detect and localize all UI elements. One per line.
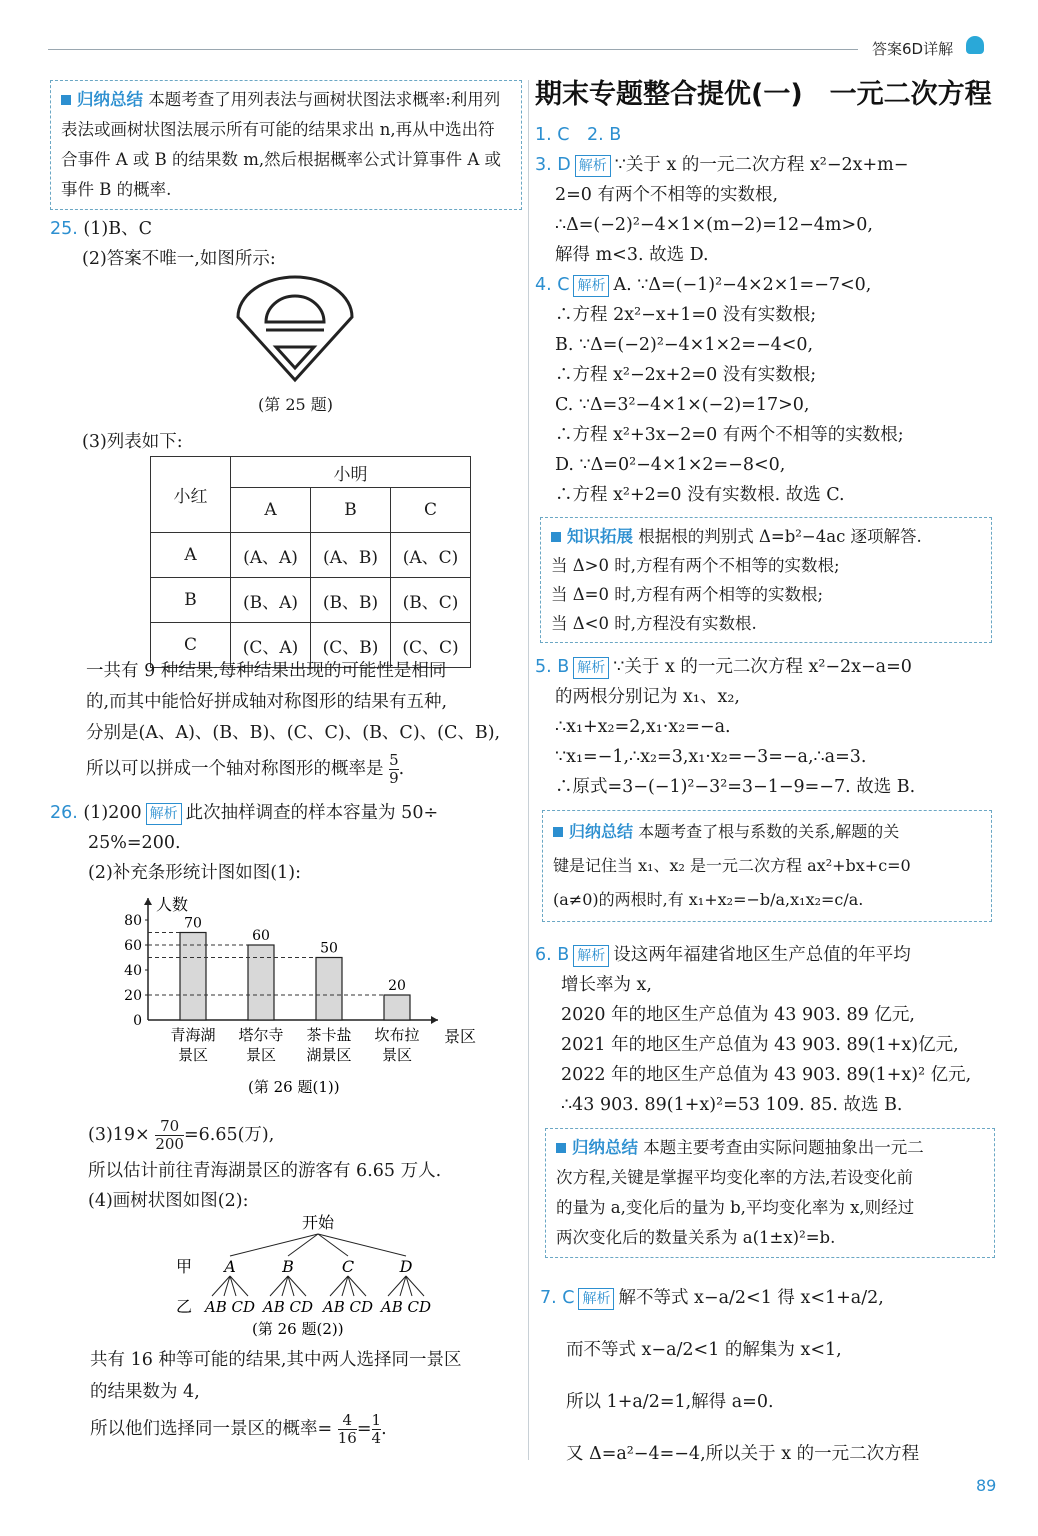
- knowledge-line: 当 Δ=0 时,方程有两个相等的实数根;: [551, 585, 824, 604]
- q26-part2: (2)补充条形统计图如图(1):: [88, 863, 301, 883]
- q25-part2: (2)答案不唯一,如图所示:: [82, 249, 276, 269]
- table-corner: 小红: [151, 457, 231, 533]
- answer-3-text: 2=0 有两个不相等的实数根,: [555, 185, 779, 205]
- q26-block: [50, 798, 520, 888]
- tree-row-label: 乙: [176, 1297, 193, 1316]
- knowledge-tag: 知识拓展: [551, 527, 633, 546]
- tree-node: C: [341, 1257, 355, 1276]
- table-row-header: B: [151, 578, 231, 623]
- category-label: 茶卡盐: [306, 1026, 352, 1044]
- summary-line: (a≠0)的两根时,有 x₁+x₂=−b/a,x₁x₂=c/a.: [553, 890, 864, 909]
- summary-box-2: [542, 810, 992, 922]
- fig25-caption: (第 25 题): [258, 395, 334, 414]
- summary-box-3: [545, 1128, 995, 1258]
- knowledge-line: 根据根的判别式 Δ=b²−4ac 逐项解答.: [638, 527, 922, 546]
- tree-leaves: AB CD: [380, 1298, 432, 1316]
- summary-line: 本题考查了根与系数的关系,解题的关: [638, 822, 900, 841]
- fraction-numerator: 1: [371, 1411, 382, 1429]
- q26-number: 26.: [50, 803, 78, 823]
- y-tick-label: 0: [133, 1013, 142, 1029]
- q26-part1-cont: 25%=200.: [88, 833, 181, 853]
- answer-3-text: ∴Δ=(−2)²−4×1×(m−2)=12−4m>0,: [555, 215, 873, 235]
- answer-4-text: ∴方程 x²+2=0 没有实数根. 故选 C.: [555, 485, 845, 505]
- tree-leaves: AB CD: [204, 1298, 256, 1316]
- answer-5-label: 5. B: [535, 657, 570, 677]
- y-axis-arrow: [144, 898, 152, 905]
- page-title: 期末专题整合提优(一) 一元二次方程: [535, 79, 992, 110]
- y-axis-label: 人数: [156, 895, 189, 914]
- bar: [180, 933, 206, 1021]
- table-cell: (C、A): [231, 623, 311, 668]
- category-label: 塔尔寺: [238, 1026, 284, 1044]
- answer-5-text: ∵关于 x 的一元二次方程 x²−2x−a=0: [613, 657, 912, 677]
- answer-7: [540, 1272, 1010, 1480]
- tree-root: 开始: [301, 1213, 335, 1232]
- table-cell: (B、B): [311, 578, 391, 623]
- tree-branch: [318, 1234, 406, 1256]
- answer-4-label: 4. C: [535, 275, 570, 295]
- q25-text-line: 的,而其中能恰好拼成轴对称图形的结果有五种,: [86, 692, 448, 712]
- answer-4: [535, 270, 1005, 510]
- q25-part1: (1)B、C: [83, 219, 152, 239]
- q26-text-line: 共有 16 种等可能的结果,其中两人选择同一景区: [90, 1350, 462, 1370]
- q26-part3-text: (3)19×: [88, 1125, 150, 1145]
- tree-node: B: [282, 1257, 294, 1276]
- answer-1-2: 1. C 2. B: [535, 125, 622, 145]
- fraction-numerator: 5: [389, 751, 399, 769]
- q26-part1-text: 此次抽样调查的样本容量为 50÷: [185, 803, 439, 823]
- y-tick-label: 80: [124, 913, 142, 929]
- summary-tag: 归纳总结: [61, 90, 143, 109]
- q26-part1: (1)200: [83, 803, 142, 823]
- answer-3-text: ∵关于 x 的一元二次方程 x²−2x+m−: [614, 155, 909, 175]
- q25-probability: 所以可以拼成一个轴对称图形的概率是 $\frac{5}{9}$ .: [86, 751, 405, 787]
- q25-block: [50, 214, 520, 274]
- category-label: 景区: [245, 1046, 277, 1064]
- table-col-header: B: [311, 488, 391, 533]
- summary-text: 本题考查了用列表法与画树状图法求概率:利用列表法或画树状图法展示所有可能的结果求出 n,再从中选出符合事件 A 或 B 的结果数 m,然后根据概率公式计算事件 A 或事件 B 的概率.: [61, 90, 502, 199]
- table-col-header: A: [231, 488, 311, 533]
- analysis-tag: 解析: [573, 275, 609, 297]
- q26-part3-result: =6.65(万),: [183, 1125, 275, 1145]
- table-cell: (B、C): [391, 578, 471, 623]
- answer-7-label: 7. C: [540, 1288, 575, 1308]
- tree-leaves: AB CD: [322, 1298, 374, 1316]
- bar-chart: [100, 886, 490, 1096]
- fraction-denominator: 16: [337, 1429, 357, 1447]
- table-cell: (B、A): [231, 578, 311, 623]
- tree-branch: [230, 1234, 318, 1256]
- q25-conclusion: [86, 656, 526, 749]
- tree-node: D: [399, 1257, 413, 1276]
- tree-diagram: [160, 1212, 460, 1342]
- summary-line: 键是记住当 x₁、x₂ 是一元二次方程 ax²+bx+c=0: [553, 856, 911, 875]
- bar-value-label: 70: [184, 915, 202, 932]
- category-label: 景区: [381, 1046, 413, 1064]
- answer-5-text: ∴原式=3−(−1)²−3²=3−1−9=−7. 故选 B.: [555, 777, 916, 797]
- header-rule: [48, 49, 858, 50]
- q25-figure: [230, 272, 360, 392]
- answer-3-text: 解得 m<3. 故选 D.: [555, 245, 709, 265]
- header-label: 答案6D详解: [872, 40, 954, 58]
- table-cell: (C、C): [391, 623, 471, 668]
- bar: [248, 945, 274, 1020]
- answer-7-text: 所以 1+a/2=1,解得 a=0.: [566, 1392, 774, 1412]
- answer-4-text: C. ∵Δ=3²−4×1×(−2)=17>0,: [555, 395, 810, 415]
- page-number: 89: [976, 1476, 997, 1495]
- fraction-numerator: 70: [155, 1118, 184, 1136]
- summary-tag: 归纳总结: [553, 822, 633, 841]
- answer-6-text: ∴43 903. 89(1+x)²=53 109. 85. 故选 B.: [561, 1095, 903, 1115]
- table-row-header: A: [151, 533, 231, 578]
- table-cell: (C、B): [311, 623, 391, 668]
- outcome-table: [150, 456, 471, 668]
- q25-text-line: 所以可以拼成一个轴对称图形的概率是: [86, 759, 384, 779]
- analysis-tag: 解析: [578, 1288, 614, 1310]
- answer-5-text: ∴x₁+x₂=2,x₁·x₂=−a.: [555, 717, 731, 737]
- answer-6-text: 2020 年的地区生产总值为 43 903. 89 亿元,: [561, 1005, 915, 1025]
- knowledge-line: 当 Δ>0 时,方程有两个不相等的实数根;: [551, 556, 840, 575]
- q26-text-line: 所以估计前往青海湖景区的游客有 6.65 万人.: [88, 1161, 442, 1181]
- answer-5: [535, 652, 1005, 802]
- answer-7-text: 又 Δ=a²−4=−4,所以关于 x 的一元二次方程: [566, 1444, 920, 1464]
- analysis-tag: 解析: [573, 945, 609, 967]
- q25-number: 25.: [50, 219, 78, 239]
- answer-6: [535, 940, 1005, 1120]
- bar-value-label: 60: [252, 928, 270, 944]
- y-tick-label: 20: [124, 988, 142, 1004]
- answer-6-text: 设这两年福建省地区生产总值的年平均: [613, 945, 911, 965]
- tree-node: A: [224, 1257, 236, 1276]
- bar: [384, 995, 410, 1020]
- answer-5-text: 的两根分别记为 x₁、x₂,: [555, 687, 740, 707]
- answer-4-text: ∴方程 2x²−x+1=0 没有实数根;: [555, 305, 817, 325]
- answer-3-label: 3. D: [535, 155, 571, 175]
- chart-caption: (第 26 题(1)): [248, 1078, 340, 1096]
- q26-probability: 所以他们选择同一景区的概率= $\frac{4}{16}$ = $\frac{1}{4}$ .: [90, 1411, 387, 1447]
- answer-4-text: A. ∵Δ=(−1)²−4×2×1=−7<0,: [613, 275, 872, 295]
- column-divider: [528, 80, 529, 1460]
- category-label: 青海湖: [170, 1026, 216, 1044]
- category-label: 景区: [177, 1046, 209, 1064]
- fraction-denominator: 200: [155, 1135, 184, 1153]
- table-cell: (A、A): [231, 533, 311, 578]
- table-row-header: C: [151, 623, 231, 668]
- table-row: [151, 533, 471, 578]
- answer-4-text: D. ∵Δ=0²−4×1×2=−8<0,: [555, 455, 786, 475]
- q26-text-line: 所以他们选择同一景区的概率=: [90, 1419, 333, 1439]
- tree-row-label: 甲: [176, 1257, 193, 1276]
- x-axis-arrow: [431, 1016, 438, 1024]
- knowledge-line: 当 Δ<0 时,方程没有实数根.: [551, 614, 757, 633]
- q25-part3: (3)列表如下:: [82, 432, 183, 452]
- summary-line: 的量为 a,变化后的量为 b,平均变化率为 x,则经过: [556, 1198, 915, 1217]
- answer-7-text: 解不等式 x−a/2<1 得 x<1+a/2,: [618, 1288, 884, 1308]
- answer-6-text: 2021 年的地区生产总值为 43 903. 89(1+x)亿元,: [561, 1035, 959, 1055]
- bar: [316, 958, 342, 1021]
- answer-4-text: B. ∵Δ=(−2)²−4×1×2=−4<0,: [555, 335, 814, 355]
- q26-part3-conclusion: [88, 1156, 528, 1216]
- fraction-numerator: 4: [338, 1412, 357, 1430]
- x-axis-label: 景区: [444, 1027, 477, 1046]
- bar-value-label: 50: [320, 940, 338, 957]
- y-tick-label: 40: [124, 963, 142, 979]
- answer-5-text: ∵x₁=−1,∴x₂=3,x₁·x₂=−3=−a,∴a=3.: [555, 747, 867, 767]
- q25-text-line: 分别是(A、A)、(B、B)、(C、C)、(B、C)、(C、B),: [86, 723, 501, 743]
- category-label: 湖景区: [306, 1046, 352, 1064]
- answer-7-text: 而不等式 x−a/2<1 的解集为 x<1,: [566, 1340, 842, 1360]
- answer-4-text: ∴方程 x²+3x−2=0 有两个不相等的实数根;: [555, 425, 904, 445]
- answer-6-label: 6. B: [535, 945, 570, 965]
- tree-caption: (第 26 题(2)): [252, 1320, 344, 1338]
- table-top-header: 小明: [231, 457, 471, 488]
- analysis-tag: 解析: [146, 803, 182, 825]
- knowledge-box: [540, 517, 992, 643]
- table-cell: (A、C): [391, 533, 471, 578]
- summary-line: 本题主要考查由实际问题抽象出一元二: [643, 1138, 924, 1157]
- q26-conclusion: [90, 1344, 530, 1408]
- y-tick-label: 60: [124, 938, 142, 954]
- analysis-tag: 解析: [575, 155, 611, 177]
- q26-part4: (4)画树状图如图(2):: [88, 1191, 249, 1211]
- tree-leaves: AB CD: [262, 1298, 314, 1316]
- answer-4-text: ∴方程 x²−2x+2=0 没有实数根;: [555, 365, 817, 385]
- summary-tag: 归纳总结: [556, 1138, 638, 1157]
- bar-value-label: 20: [388, 978, 406, 994]
- summary-line: 次方程,关键是掌握平均变化率的方法,若设变化前: [556, 1168, 913, 1187]
- category-label: 坎布拉: [374, 1026, 420, 1044]
- q25-text-line: 一共有 9 种结果,每种结果出现的可能性是相同: [86, 661, 447, 681]
- table-cell: (A、B): [311, 533, 391, 578]
- header-badge-icon: [966, 36, 984, 54]
- answer-6-text: 增长率为 x,: [561, 975, 652, 995]
- answers-1-3: [535, 120, 1005, 270]
- fraction-denominator: 4: [371, 1429, 382, 1447]
- summary-box: [50, 80, 522, 210]
- q26-part3: [88, 1118, 274, 1153]
- answer-6-text: 2022 年的地区生产总值为 43 903. 89(1+x)² 亿元,: [561, 1065, 972, 1085]
- table-col-header: C: [391, 488, 471, 533]
- fraction-denominator: 9: [389, 769, 399, 787]
- q26-text-line: 的结果数为 4,: [90, 1382, 200, 1402]
- table-row: [151, 578, 471, 623]
- analysis-tag: 解析: [573, 657, 609, 679]
- summary-line: 两次变化后的数量关系为 a(1±x)²=b.: [556, 1228, 836, 1247]
